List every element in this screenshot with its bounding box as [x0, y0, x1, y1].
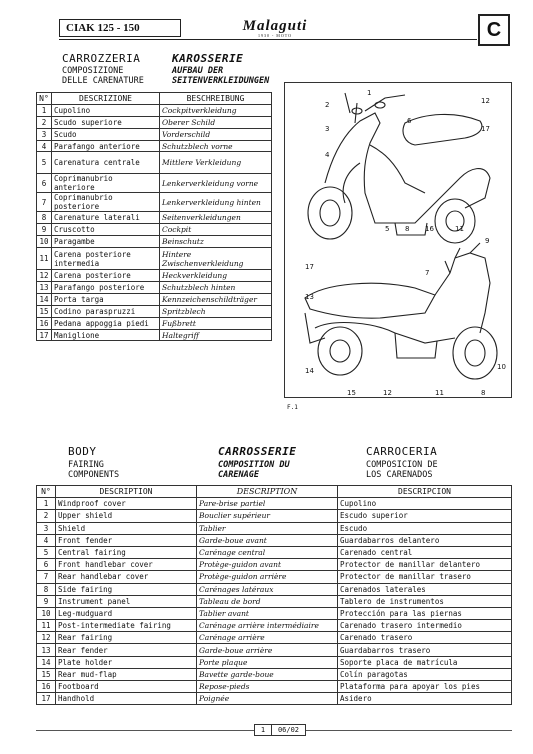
row-number: 5 — [37, 546, 56, 558]
description-en-cell: Post-intermediate fairing — [56, 620, 197, 632]
table-row — [37, 681, 512, 693]
callout-2: 2 — [325, 101, 330, 109]
table-row — [37, 305, 272, 317]
revision-date: 06/02 — [277, 726, 300, 734]
col-descrizione: DESCRIZIONE — [52, 93, 160, 105]
callout-11b: 11 — [435, 389, 444, 397]
descrizione-cell: Codino paraspruzzi — [52, 305, 160, 317]
table-row — [37, 632, 512, 644]
beschreibung-cell: Seitenverkleidungen — [160, 212, 272, 224]
description-fr-cell: Poignée — [197, 693, 338, 705]
description-en-cell: Side fairing — [56, 583, 197, 595]
descripcion-es-cell: Carenado trasero intermedio — [338, 620, 512, 632]
table-body — [37, 104, 272, 341]
descrizione-cell: Carenatura centrale — [52, 152, 160, 174]
callout-17: 17 — [481, 125, 490, 133]
subheading-en: FAIRING COMPONENTS — [68, 460, 120, 480]
descripcion-es-cell: Escudo superior — [338, 510, 512, 522]
table-header-row — [37, 93, 272, 105]
descripcion-es-cell: Protector de manillar trasero — [338, 571, 512, 583]
table-row — [37, 522, 512, 534]
beschreibung-cell: Hintere Zwischenverkleidung — [160, 248, 272, 270]
callout-16: 16 — [425, 225, 434, 233]
descripcion-es-cell: Guardabarros trasero — [338, 644, 512, 656]
beschreibung-cell: Cockpitverkleidung — [160, 104, 272, 116]
description-en-cell: Front handlebar cover — [56, 559, 197, 571]
table-row — [37, 128, 272, 140]
heading-de: KAROSSERIE — [172, 52, 244, 65]
beschreibung-cell: Oberer Schild — [160, 116, 272, 128]
table-row — [37, 644, 512, 656]
row-number: 16 — [37, 681, 56, 693]
table-row — [37, 293, 272, 305]
heading-it: CARROZZERIA — [62, 52, 141, 65]
row-number: 12 — [37, 632, 56, 644]
section-badge: C — [478, 14, 510, 46]
row-number: 2 — [37, 510, 56, 522]
description-en-cell: Handhold — [56, 693, 197, 705]
row-number: 15 — [37, 668, 56, 680]
row-number: 12 — [37, 270, 52, 282]
callout-13: 13 — [305, 293, 314, 301]
beschreibung-cell: Heckverkleidung — [160, 270, 272, 282]
col-description-fr: DESCRIPTION — [197, 486, 338, 498]
descrizione-cell: Coprimanubrio posteriore — [52, 193, 160, 212]
page-footer — [254, 724, 306, 736]
table-row — [37, 571, 512, 583]
table-row — [37, 174, 272, 193]
descripcion-es-cell: Carenado trasero — [338, 632, 512, 644]
descripcion-es-cell: Carenados laterales — [338, 583, 512, 595]
descrizione-cell: Scudo — [52, 128, 160, 140]
row-number: 14 — [37, 656, 56, 668]
description-en-cell: Instrument panel — [56, 595, 197, 607]
row-number: 9 — [37, 595, 56, 607]
callout-5: 5 — [385, 225, 390, 233]
beschreibung-cell: Fußbrett — [160, 317, 272, 329]
description-en-cell: Front fender — [56, 534, 197, 546]
descripcion-es-cell: Asidero — [338, 693, 512, 705]
table-row — [37, 116, 272, 128]
description-en-cell: Shield — [56, 522, 197, 534]
heading-es: CARROCERIA — [366, 445, 438, 458]
row-number: 8 — [37, 212, 52, 224]
row-number: 1 — [37, 498, 56, 510]
row-number: 4 — [37, 534, 56, 546]
callout-1: 1 — [367, 89, 372, 97]
row-number: 10 — [37, 236, 52, 248]
table-row — [37, 595, 512, 607]
callout-12: 12 — [481, 97, 490, 105]
descripcion-es-cell: Tablero de instrumentos — [338, 595, 512, 607]
description-fr-cell: Carénage arrière intermédiaire — [197, 620, 338, 632]
table-row — [37, 329, 272, 341]
description-fr-cell: Tablier — [197, 522, 338, 534]
table-row — [37, 104, 272, 116]
figure-caption: F.1 — [287, 404, 298, 411]
descripcion-es-cell: Cupolino — [338, 498, 512, 510]
beschreibung-cell: Beinschutz — [160, 236, 272, 248]
table-body — [37, 498, 512, 705]
description-en-cell: Upper shield — [56, 510, 197, 522]
descripcion-es-cell: Colín paragotas — [338, 668, 512, 680]
beschreibung-cell: Haltegriff — [160, 329, 272, 341]
description-en-cell: Leg-mudguard — [56, 607, 197, 619]
descrizione-cell: Maniglione — [52, 329, 160, 341]
beschreibung-cell: Vorderschild — [160, 128, 272, 140]
description-fr-cell: Garde-boue arrière — [197, 644, 338, 656]
descrizione-cell: Cupolino — [52, 104, 160, 116]
description-fr-cell: Porte plaque — [197, 656, 338, 668]
table-row — [37, 656, 512, 668]
table-row — [37, 607, 512, 619]
beschreibung-cell: Kennzeichenschildträger — [160, 293, 272, 305]
table-row — [37, 668, 512, 680]
row-number: 7 — [37, 571, 56, 583]
row-number: 6 — [37, 559, 56, 571]
descripcion-es-cell: Soporte placa de matrícula — [338, 656, 512, 668]
col-beschreibung: BESCHREIBUNG — [160, 93, 272, 105]
row-number: 16 — [37, 317, 52, 329]
row-number: 11 — [37, 248, 52, 270]
descrizione-cell: Carena posteriore intermedia — [52, 248, 160, 270]
descrizione-cell: Coprimanubrio anteriore — [52, 174, 160, 193]
description-fr-cell: Carénages latéraux — [197, 583, 338, 595]
beschreibung-cell: Cockpit — [160, 224, 272, 236]
description-fr-cell: Tablier avant — [197, 607, 338, 619]
col-descripcion-es: DESCRIPCION — [338, 486, 512, 498]
callout-8b: 8 — [481, 389, 486, 397]
descrizione-cell: Parafango posteriore — [52, 282, 160, 294]
table-row — [37, 534, 512, 546]
descrizione-cell: Pedana appoggia piedi — [52, 317, 160, 329]
description-en-cell: Plate holder — [56, 656, 197, 668]
front-wheel — [308, 187, 352, 239]
header-divider — [59, 39, 477, 40]
row-number: 1 — [37, 104, 52, 116]
callout-8: 8 — [405, 225, 410, 233]
row-number: 3 — [37, 522, 56, 534]
seat-rear — [305, 283, 435, 318]
subheading-es: COMPOSICION DE LOS CARENADOS — [366, 460, 438, 480]
table-row — [37, 546, 512, 558]
row-number: 5 — [37, 152, 52, 174]
callout-6: 6 — [407, 117, 412, 125]
descrizione-cell: Carenature laterali — [52, 212, 160, 224]
callout-15: 15 — [347, 389, 356, 397]
descrizione-cell: Cruscotto — [52, 224, 160, 236]
parts-table-it-de — [36, 92, 272, 341]
page-number: 1 — [255, 725, 272, 735]
beschreibung-cell: Lenkerverkleidung vorne — [160, 174, 272, 193]
subheading-de: AUFBAU DER SEITENVERKLEIDUNGEN — [172, 66, 270, 86]
row-number: 10 — [37, 607, 56, 619]
logo-subtext: 1930 - MOTO — [257, 33, 293, 38]
callout-9: 9 — [485, 237, 490, 245]
description-en-cell: Central fairing — [56, 546, 197, 558]
row-number: 17 — [37, 329, 52, 341]
beschreibung-cell: Mittlere Verkleidung — [160, 152, 272, 174]
table-row — [37, 317, 272, 329]
row-number: 7 — [37, 193, 52, 212]
subheading-it: COMPOSIZIONE DELLE CARENATURE — [62, 66, 144, 86]
beschreibung-cell: Schutzblech hinten — [160, 282, 272, 294]
descripcion-es-cell: Plataforma para apoyar los pies — [338, 681, 512, 693]
seat — [403, 114, 482, 145]
scooter-drawing — [285, 83, 511, 397]
table-row — [37, 248, 272, 270]
description-en-cell: Footboard — [56, 681, 197, 693]
callout-12b: 12 — [383, 389, 392, 397]
col-number: N° — [37, 93, 52, 105]
heading-en: BODY — [68, 445, 97, 458]
row-number: 3 — [37, 128, 52, 140]
descripcion-es-cell: Protección para las piernas — [338, 607, 512, 619]
callout-3: 3 — [325, 125, 330, 133]
descrizione-cell: Paragambe — [52, 236, 160, 248]
row-number: 15 — [37, 305, 52, 317]
table-row — [37, 693, 512, 705]
footer-divider-right — [306, 730, 512, 731]
description-fr-cell: Bavette garde-boue — [197, 668, 338, 680]
table-row — [37, 498, 512, 510]
description-fr-cell: Protège-guidon arrière — [197, 571, 338, 583]
description-fr-cell: Repose-pieds — [197, 681, 338, 693]
descripcion-es-cell: Protector de manillar delantero — [338, 559, 512, 571]
table-row — [37, 282, 272, 294]
table-row — [37, 583, 512, 595]
logo-text: Malaguti — [242, 18, 308, 34]
table-row — [37, 620, 512, 632]
description-fr-cell: Bouclier supérieur — [197, 510, 338, 522]
row-number: 14 — [37, 293, 52, 305]
row-number: 6 — [37, 174, 52, 193]
descrizione-cell: Carena posteriore — [52, 270, 160, 282]
footer-divider-left — [36, 730, 254, 731]
description-fr-cell: Carénage arrière — [197, 632, 338, 644]
descripcion-es-cell: Escudo — [338, 522, 512, 534]
descripcion-es-cell: Guardabarros delantero — [338, 534, 512, 546]
callout-4: 4 — [325, 151, 330, 159]
description-fr-cell: Tableau de bord — [197, 595, 338, 607]
table-row — [37, 152, 272, 174]
parts-table-en-fr-es — [36, 485, 512, 705]
callout-7: 7 — [425, 269, 430, 277]
table-row — [37, 212, 272, 224]
row-number: 8 — [37, 583, 56, 595]
scooter-illustration — [284, 82, 512, 398]
beschreibung-cell: Schutzblech vorne — [160, 140, 272, 152]
description-en-cell: Rear fairing — [56, 632, 197, 644]
description-en-cell: Rear handlebar cover — [56, 571, 197, 583]
col-number: N° — [37, 486, 56, 498]
brand-logo — [236, 18, 314, 40]
model-title: CIAK 125 - 150 — [59, 19, 181, 37]
subheading-fr: COMPOSITION DU CARENAGE — [218, 460, 290, 480]
beschreibung-cell: Spritzblech — [160, 305, 272, 317]
heading-fr: CARROSSERIE — [218, 445, 297, 458]
description-fr-cell: Carénage central — [197, 546, 338, 558]
descripcion-es-cell: Carenado central — [338, 546, 512, 558]
description-fr-cell: Pare-brise partiel — [197, 498, 338, 510]
table-row — [37, 224, 272, 236]
row-number: 2 — [37, 116, 52, 128]
table-row — [37, 236, 272, 248]
description-en-cell: Windproof cover — [56, 498, 197, 510]
table-row — [37, 193, 272, 212]
descrizione-cell: Parafango anteriore — [52, 140, 160, 152]
description-en-cell: Rear mud-flap — [56, 668, 197, 680]
table-header-row — [37, 486, 512, 498]
row-number: 13 — [37, 282, 52, 294]
row-number: 9 — [37, 224, 52, 236]
table-row — [37, 510, 512, 522]
descrizione-cell: Porta targa — [52, 293, 160, 305]
beschreibung-cell: Lenkerverkleidung hinten — [160, 193, 272, 212]
table-row — [37, 140, 272, 152]
row-number: 4 — [37, 140, 52, 152]
col-description-en: DESCRIPTION — [56, 486, 197, 498]
callout-17b: 17 — [305, 263, 314, 271]
row-number: 13 — [37, 644, 56, 656]
descrizione-cell: Scudo superiore — [52, 116, 160, 128]
table-row — [37, 270, 272, 282]
callout-14: 14 — [305, 367, 314, 375]
callout-10: 10 — [497, 363, 506, 371]
row-number: 17 — [37, 693, 56, 705]
callout-11: 11 — [455, 225, 464, 233]
row-number: 11 — [37, 620, 56, 632]
description-en-cell: Rear fender — [56, 644, 197, 656]
description-fr-cell: Protège-guidon avant — [197, 559, 338, 571]
description-fr-cell: Garde-boue avant — [197, 534, 338, 546]
table-row — [37, 559, 512, 571]
